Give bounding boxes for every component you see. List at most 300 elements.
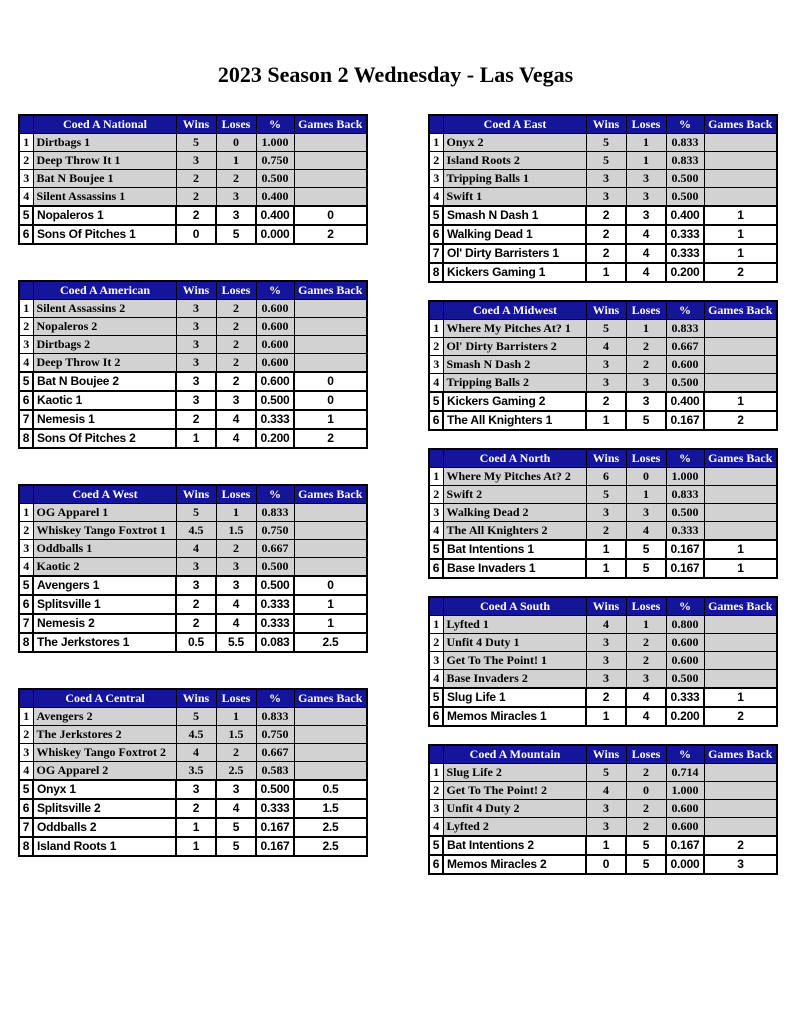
wins-cell: 2 (176, 410, 216, 429)
gb-cell (704, 800, 777, 818)
division-name: Coed A East (443, 115, 586, 134)
pct-header: % (666, 449, 704, 468)
games-back-header: Games Back (704, 745, 777, 764)
gb-cell: 0 (294, 576, 367, 595)
team-cell: Lyfted 2 (443, 818, 586, 837)
gb-cell (294, 152, 367, 170)
team-row (19, 429, 367, 448)
team-cell: Memos Miracles 2 (443, 855, 586, 874)
division-header-row (19, 115, 367, 134)
rank-cell: 3 (19, 540, 33, 558)
loses-header: Loses (626, 745, 666, 764)
gb-cell (704, 486, 777, 504)
gb-cell (704, 134, 777, 152)
gb-cell (294, 300, 367, 318)
wins-cell: 5 (586, 764, 626, 782)
team-cell: Avengers 2 (33, 708, 176, 726)
rank-cell: 6 (19, 595, 33, 614)
wins-cell: 1 (586, 836, 626, 855)
wins-cell: 4 (586, 338, 626, 356)
loses-cell: 2 (216, 372, 256, 391)
loses-cell: 3 (626, 188, 666, 207)
team-cell: Get To The Point! 2 (443, 782, 586, 800)
team-row (429, 134, 777, 152)
rank-cell: 6 (429, 225, 443, 244)
team-row (19, 576, 367, 595)
team-row (429, 320, 777, 338)
division-name: Coed A Central (33, 689, 176, 708)
loses-cell: 3 (216, 391, 256, 410)
wins-cell: 0.5 (176, 633, 216, 652)
wins-header: Wins (176, 115, 216, 134)
gb-cell (704, 320, 777, 338)
games-back-header: Games Back (294, 281, 367, 300)
division-header-row (429, 449, 777, 468)
loses-cell: 2 (626, 652, 666, 670)
team-cell: The All Knighters 2 (443, 522, 586, 541)
rank-cell: 2 (429, 486, 443, 504)
team-cell: Oddballs 1 (33, 540, 176, 558)
gb-cell (704, 338, 777, 356)
team-cell: Silent Assassins 1 (33, 188, 176, 207)
pct-cell: 0.083 (256, 633, 294, 652)
team-row (19, 633, 367, 652)
team-row (429, 206, 777, 225)
rank-cell: 5 (429, 206, 443, 225)
wins-cell: 2 (586, 225, 626, 244)
pct-header: % (666, 301, 704, 320)
gb-cell: 0 (294, 206, 367, 225)
rank-cell: 3 (19, 170, 33, 188)
rank-cell: 3 (429, 356, 443, 374)
gb-cell (294, 318, 367, 336)
pct-cell: 0.333 (256, 595, 294, 614)
rank-cell: 3 (19, 744, 33, 762)
games-back-header: Games Back (294, 689, 367, 708)
loses-cell: 2 (626, 338, 666, 356)
pct-cell: 0.600 (256, 300, 294, 318)
team-cell: Kickers Gaming 1 (443, 263, 586, 282)
division-header-row (429, 745, 777, 764)
rank-cell: 2 (429, 782, 443, 800)
loses-cell: 5 (626, 855, 666, 874)
team-row (429, 263, 777, 282)
rank-cell: 2 (19, 522, 33, 540)
gb-cell: 0 (294, 372, 367, 391)
wins-cell: 2 (176, 614, 216, 633)
team-row (429, 225, 777, 244)
loses-cell: 3 (626, 392, 666, 411)
rank-cell: 8 (19, 633, 33, 652)
division-name: Coed A North (443, 449, 586, 468)
gb-cell (704, 782, 777, 800)
rank-header (19, 689, 33, 708)
team-cell: Onyx 1 (33, 780, 176, 799)
team-cell: Unfit 4 Duty 1 (443, 634, 586, 652)
team-cell: Bat N Boujee 2 (33, 372, 176, 391)
loses-cell: 2 (216, 300, 256, 318)
gb-cell: 2 (704, 707, 777, 726)
team-row (19, 300, 367, 318)
pct-header: % (666, 745, 704, 764)
wins-cell: 3 (586, 170, 626, 188)
loses-cell: 2 (216, 744, 256, 762)
wins-cell: 1 (586, 707, 626, 726)
team-cell: Silent Assassins 2 (33, 300, 176, 318)
rank-cell: 7 (19, 818, 33, 837)
gb-cell: 2 (704, 263, 777, 282)
wins-cell: 5 (176, 504, 216, 522)
gb-cell: 1 (704, 540, 777, 559)
team-cell: The Jerkstores 2 (33, 726, 176, 744)
wins-cell: 2 (586, 522, 626, 541)
team-cell: Lyfted 1 (443, 616, 586, 634)
team-cell: Sons Of Pitches 2 (33, 429, 176, 448)
division-name: Coed A South (443, 597, 586, 616)
pct-cell: 0.400 (666, 392, 704, 411)
gb-cell: 1 (294, 410, 367, 429)
pct-cell: 0.333 (666, 244, 704, 263)
team-cell: Nemesis 1 (33, 410, 176, 429)
wins-cell: 3 (586, 652, 626, 670)
loses-cell: 4 (626, 707, 666, 726)
team-row (19, 336, 367, 354)
rank-cell: 2 (19, 318, 33, 336)
loses-cell: 3 (216, 558, 256, 577)
pct-header: % (256, 115, 294, 134)
games-back-header: Games Back (704, 449, 777, 468)
loses-cell: 2 (626, 356, 666, 374)
loses-header: Loses (626, 301, 666, 320)
division-name: Coed A West (33, 485, 176, 504)
wins-cell: 5 (176, 134, 216, 152)
rank-cell: 5 (19, 372, 33, 391)
gb-cell: 2.5 (294, 837, 367, 856)
pct-cell: 0.833 (666, 152, 704, 170)
team-row (429, 764, 777, 782)
wins-cell: 1 (586, 263, 626, 282)
right-column (428, 114, 778, 892)
loses-header: Loses (216, 281, 256, 300)
wins-cell: 3 (586, 504, 626, 522)
rank-cell: 5 (19, 780, 33, 799)
games-back-header: Games Back (294, 485, 367, 504)
team-cell: Island Roots 1 (33, 837, 176, 856)
team-cell: Where My Pitches At? 2 (443, 468, 586, 486)
loses-cell: 0 (216, 134, 256, 152)
pct-cell: 0.600 (256, 354, 294, 373)
rank-cell: 5 (19, 576, 33, 595)
division-name: Coed A Mountain (443, 745, 586, 764)
division-name: Coed A National (33, 115, 176, 134)
team-cell: Avengers 1 (33, 576, 176, 595)
team-cell: Whiskey Tango Foxtrot 2 (33, 744, 176, 762)
loses-header: Loses (216, 485, 256, 504)
gb-cell: 1 (704, 206, 777, 225)
rank-cell: 6 (429, 855, 443, 874)
pct-cell: 0.600 (666, 818, 704, 837)
team-row (429, 170, 777, 188)
loses-cell: 1 (216, 708, 256, 726)
loses-cell: 1.5 (216, 726, 256, 744)
team-row (429, 836, 777, 855)
pct-cell: 0.200 (256, 429, 294, 448)
rank-cell: 1 (429, 320, 443, 338)
loses-cell: 0 (626, 468, 666, 486)
gb-cell: 1 (704, 225, 777, 244)
gb-cell (294, 336, 367, 354)
team-cell: Bat Intentions 1 (443, 540, 586, 559)
loses-cell: 2 (216, 540, 256, 558)
loses-cell: 3 (626, 170, 666, 188)
team-cell: Deep Throw It 1 (33, 152, 176, 170)
rank-cell: 6 (19, 391, 33, 410)
wins-cell: 4 (586, 616, 626, 634)
wins-header: Wins (586, 745, 626, 764)
standings-table-coed-a-south (428, 596, 778, 727)
team-row (19, 372, 367, 391)
loses-header: Loses (626, 449, 666, 468)
team-cell: Nemesis 2 (33, 614, 176, 633)
wins-cell: 2 (176, 595, 216, 614)
team-row (429, 392, 777, 411)
rank-header (19, 281, 33, 300)
pct-cell: 0.714 (666, 764, 704, 782)
division-header-row (429, 597, 777, 616)
wins-cell: 2 (586, 688, 626, 707)
loses-cell: 2.5 (216, 762, 256, 781)
pct-cell: 0.600 (666, 800, 704, 818)
pct-cell: 0.400 (666, 206, 704, 225)
wins-cell: 3 (586, 670, 626, 689)
team-row (429, 540, 777, 559)
loses-cell: 3 (216, 188, 256, 207)
gb-cell (294, 726, 367, 744)
team-cell: Bat N Boujee 1 (33, 170, 176, 188)
team-row (429, 800, 777, 818)
team-row (429, 688, 777, 707)
wins-cell: 0 (586, 855, 626, 874)
wins-cell: 3 (176, 558, 216, 577)
pct-cell: 0.600 (256, 318, 294, 336)
gb-cell (704, 522, 777, 541)
team-cell: Slug Life 1 (443, 688, 586, 707)
team-row (19, 799, 367, 818)
wins-header: Wins (176, 689, 216, 708)
rank-cell: 4 (19, 354, 33, 373)
pct-cell: 0.000 (256, 225, 294, 244)
pct-cell: 0.833 (256, 504, 294, 522)
team-cell: Bat Intentions 2 (443, 836, 586, 855)
team-cell: Island Roots 2 (443, 152, 586, 170)
team-row (19, 780, 367, 799)
gb-cell: 2 (704, 836, 777, 855)
rank-cell: 7 (19, 410, 33, 429)
team-cell: Unfit 4 Duty 2 (443, 800, 586, 818)
division-name: Coed A American (33, 281, 176, 300)
loses-cell: 3 (626, 504, 666, 522)
team-row (19, 134, 367, 152)
loses-cell: 2 (216, 354, 256, 373)
team-row (19, 188, 367, 207)
standings-table-coed-a-west (18, 484, 368, 653)
team-row (19, 726, 367, 744)
team-row (19, 837, 367, 856)
pct-cell: 0.750 (256, 152, 294, 170)
wins-cell: 2 (586, 206, 626, 225)
games-back-header: Games Back (704, 301, 777, 320)
rank-cell: 4 (19, 762, 33, 781)
wins-cell: 3.5 (176, 762, 216, 781)
rank-cell: 6 (429, 411, 443, 430)
loses-cell: 5 (626, 411, 666, 430)
rank-cell: 3 (19, 336, 33, 354)
gb-cell: 1 (704, 244, 777, 263)
pct-cell: 0.500 (256, 391, 294, 410)
rank-header (19, 115, 33, 134)
team-row (19, 818, 367, 837)
team-row (429, 411, 777, 430)
gb-cell (704, 652, 777, 670)
gb-cell (294, 188, 367, 207)
rank-cell: 5 (429, 836, 443, 855)
wins-cell: 2 (176, 799, 216, 818)
loses-cell: 3 (626, 374, 666, 393)
gb-cell (704, 818, 777, 837)
loses-cell: 5 (626, 540, 666, 559)
pct-cell: 0.833 (666, 134, 704, 152)
loses-cell: 2 (216, 170, 256, 188)
rank-cell: 4 (19, 558, 33, 577)
pct-header: % (256, 281, 294, 300)
team-cell: Swift 2 (443, 486, 586, 504)
pct-cell: 0.833 (256, 708, 294, 726)
wins-cell: 1 (176, 818, 216, 837)
team-cell: Tripping Balls 2 (443, 374, 586, 393)
wins-cell: 3 (176, 300, 216, 318)
team-cell: The All Knighters 1 (443, 411, 586, 430)
team-cell: Memos Miracles 1 (443, 707, 586, 726)
loses-cell: 3 (216, 576, 256, 595)
loses-cell: 1 (626, 152, 666, 170)
team-cell: Smash N Dash 2 (443, 356, 586, 374)
pct-cell: 0.333 (666, 688, 704, 707)
loses-cell: 5 (626, 559, 666, 578)
loses-cell: 4 (626, 244, 666, 263)
rank-cell: 6 (429, 707, 443, 726)
gb-cell (294, 708, 367, 726)
rank-cell: 3 (429, 652, 443, 670)
pct-cell: 0.600 (666, 652, 704, 670)
standings-table-coed-a-american (18, 280, 368, 449)
gb-cell (704, 670, 777, 689)
loses-header: Loses (216, 115, 256, 134)
gb-cell: 2.5 (294, 633, 367, 652)
rank-cell: 7 (19, 614, 33, 633)
loses-header: Loses (216, 689, 256, 708)
left-column (18, 114, 368, 892)
rank-cell: 2 (429, 338, 443, 356)
team-row (429, 338, 777, 356)
team-row (429, 356, 777, 374)
team-row (429, 188, 777, 207)
rank-header (429, 597, 443, 616)
pct-cell: 0.333 (256, 614, 294, 633)
loses-cell: 4 (216, 410, 256, 429)
team-row (429, 152, 777, 170)
pct-cell: 0.500 (256, 170, 294, 188)
standings-table-coed-a-north (428, 448, 778, 579)
team-row (19, 595, 367, 614)
wins-cell: 5 (586, 320, 626, 338)
loses-cell: 5 (216, 818, 256, 837)
wins-cell: 3 (586, 188, 626, 207)
pct-cell: 0.333 (256, 410, 294, 429)
division-header-row (19, 689, 367, 708)
loses-cell: 3 (626, 670, 666, 689)
loses-cell: 5 (216, 837, 256, 856)
team-row (19, 206, 367, 225)
team-cell: Nopaleros 2 (33, 318, 176, 336)
rank-cell: 4 (429, 374, 443, 393)
division-header-row (19, 281, 367, 300)
team-cell: Ol' Dirty Barristers 1 (443, 244, 586, 263)
team-cell: Kaotic 1 (33, 391, 176, 410)
pct-cell: 0.500 (256, 576, 294, 595)
pct-cell: 0.800 (666, 616, 704, 634)
pct-header: % (256, 485, 294, 504)
gb-cell: 1 (704, 392, 777, 411)
loses-cell: 2 (626, 800, 666, 818)
loses-cell: 4 (216, 799, 256, 818)
gb-cell (704, 188, 777, 207)
gb-cell: 0 (294, 391, 367, 410)
loses-cell: 4 (216, 614, 256, 633)
team-row (429, 616, 777, 634)
team-row (429, 522, 777, 541)
rank-cell: 4 (19, 188, 33, 207)
rank-cell: 8 (19, 837, 33, 856)
team-row (429, 244, 777, 263)
standings-table-coed-a-central (18, 688, 368, 857)
team-row (19, 708, 367, 726)
rank-cell: 5 (19, 206, 33, 225)
rank-cell: 4 (429, 188, 443, 207)
team-row (19, 410, 367, 429)
team-cell: Slug Life 2 (443, 764, 586, 782)
pct-cell: 0.600 (666, 634, 704, 652)
team-row (19, 225, 367, 244)
division-name: Coed A Midwest (443, 301, 586, 320)
rank-cell: 3 (429, 170, 443, 188)
wins-cell: 3 (176, 336, 216, 354)
team-row (19, 391, 367, 410)
wins-header: Wins (176, 485, 216, 504)
standings-table-coed-a-midwest (428, 300, 778, 431)
wins-cell: 4 (176, 540, 216, 558)
gb-cell: 1.5 (294, 799, 367, 818)
gb-cell: 2 (294, 225, 367, 244)
rank-cell: 1 (19, 300, 33, 318)
loses-cell: 1.5 (216, 522, 256, 540)
team-cell: Walking Dead 1 (443, 225, 586, 244)
gb-cell: 1 (294, 595, 367, 614)
rank-cell: 4 (429, 670, 443, 689)
wins-cell: 4.5 (176, 726, 216, 744)
loses-cell: 1 (216, 504, 256, 522)
pct-cell: 0.500 (256, 558, 294, 577)
wins-header: Wins (176, 281, 216, 300)
